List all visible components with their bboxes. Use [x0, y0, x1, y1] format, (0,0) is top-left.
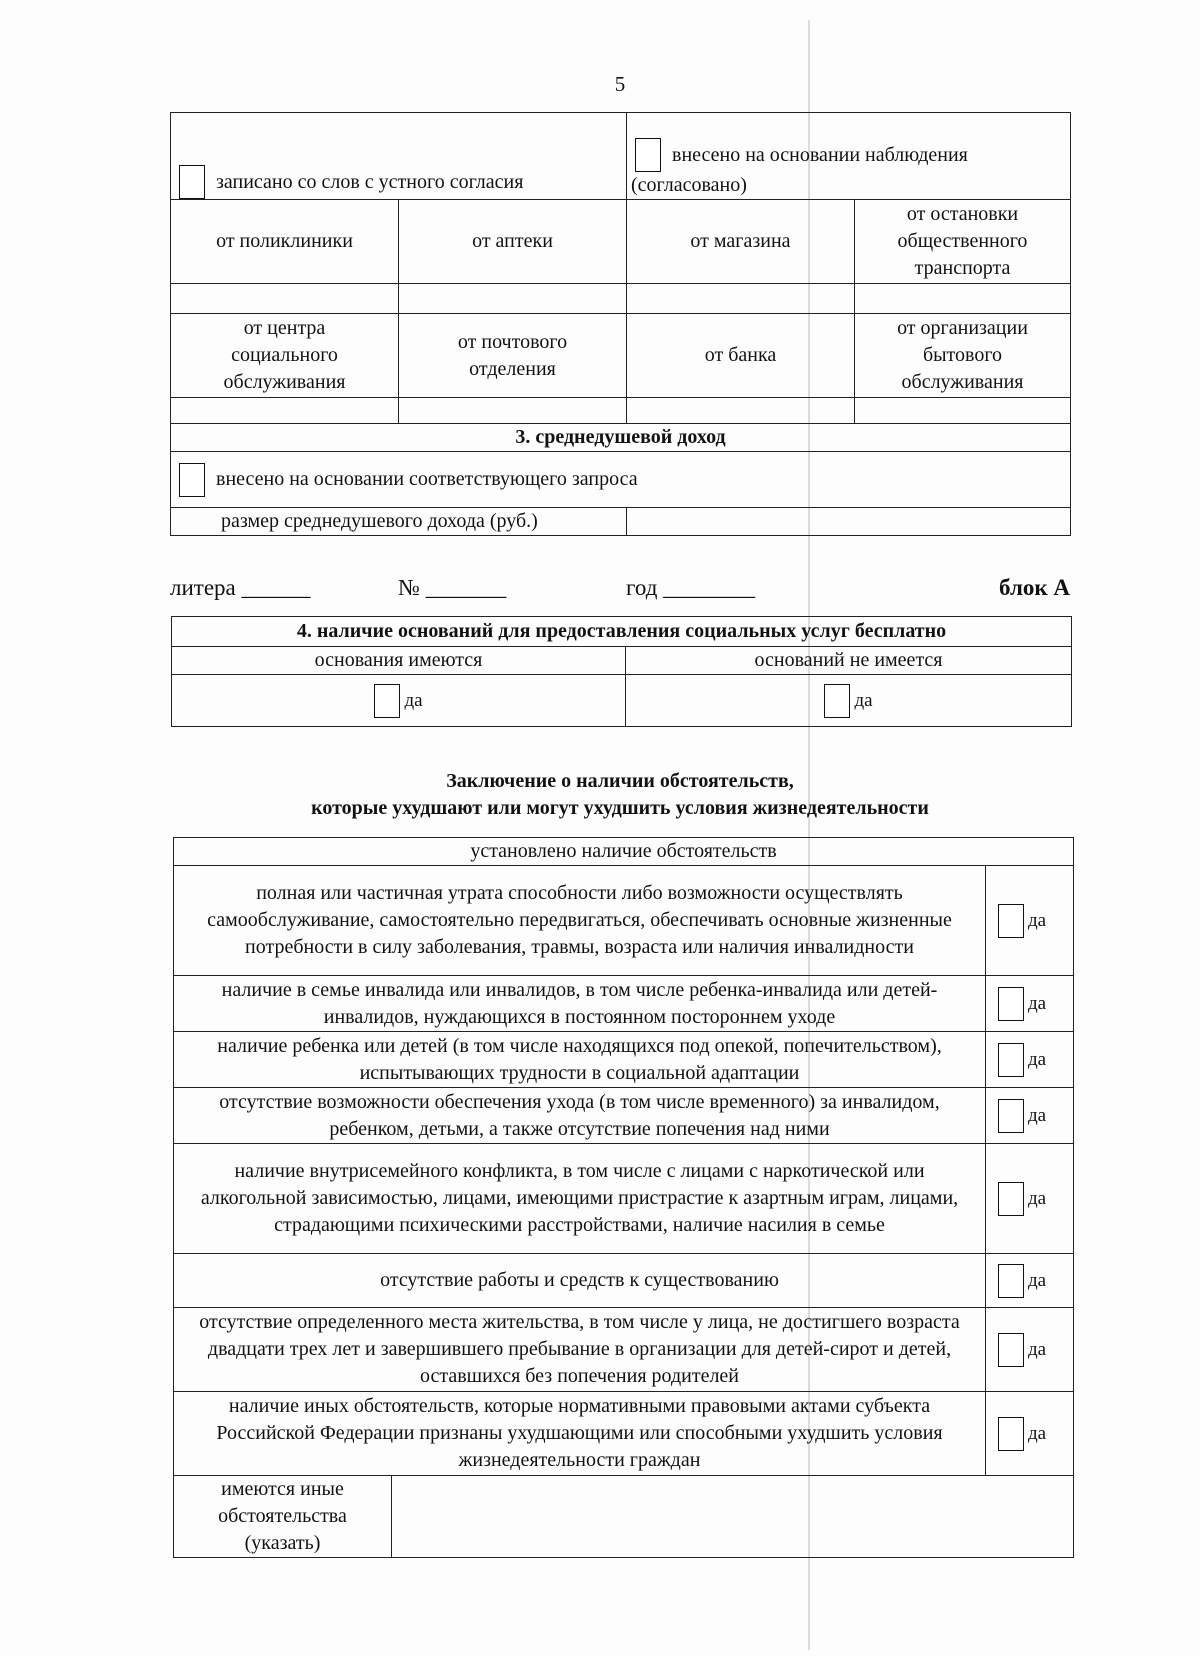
other-circumstances-field[interactable] — [392, 1476, 1074, 1558]
year-field[interactable]: год ________ — [626, 575, 756, 600]
verbal-consent-checkbox[interactable] — [179, 165, 205, 199]
circumstance-checkbox[interactable] — [998, 1182, 1024, 1216]
distance-value-cell[interactable] — [171, 284, 399, 314]
income-request-checkbox[interactable] — [179, 463, 205, 497]
have-checkbox[interactable] — [374, 684, 400, 718]
conclusion-heading — [170, 768, 1070, 822]
conclusion-title-line-2: которые ухудшают или могут ухудшить условия жизнедеятельности — [311, 797, 929, 819]
distance-label: от центра социального обслуживания — [171, 314, 399, 398]
income-request-label: внесено на основании соответствующего запроса — [216, 468, 638, 490]
yes-label: да — [854, 690, 873, 711]
litera-field[interactable]: литера ______ — [170, 575, 311, 600]
circumstance-text: отсутствие работы и средств к существованию — [174, 1254, 986, 1308]
block-label: блок А — [999, 575, 1070, 600]
circumstance-checkbox[interactable] — [998, 1264, 1024, 1298]
circumstance-checkbox[interactable] — [998, 1417, 1024, 1451]
not-have-cell — [626, 675, 1072, 727]
yes-label: да — [1028, 1423, 1047, 1444]
circumstance-checkbox[interactable] — [998, 1099, 1024, 1133]
circumstance-yes-cell — [986, 866, 1074, 976]
circumstance-checkbox[interactable] — [998, 987, 1024, 1021]
distance-label: от организации бытового обслуживания — [855, 314, 1071, 398]
circumstance-text: наличие в семье инвалида или инвалидов, в том числе ребенка-инвалида или детей-инвалидов, нуждающихся в постоянном постороннем уходе — [174, 976, 986, 1032]
yes-label: да — [1028, 910, 1047, 931]
verbal-consent-cell — [171, 113, 627, 200]
distance-label: от почтового отделения — [399, 314, 627, 398]
verbal-consent-label: записано со слов с устного согласия — [216, 170, 524, 193]
circumstance-yes-cell — [986, 1032, 1074, 1088]
number-field[interactable]: № _______ — [398, 575, 507, 600]
distance-value-cell[interactable] — [627, 398, 855, 424]
circumstance-text: наличие иных обстоятельств, которые нормативными правовыми актами субъекта Российской Федерации признаны ухудшающими или способными ухудшить условия жизнедеятельности граждан — [174, 1392, 986, 1476]
col-have-label: основания имеются — [172, 647, 626, 675]
observation-checkbox[interactable] — [635, 138, 661, 172]
distance-value-cell[interactable] — [855, 398, 1071, 424]
circumstance-checkbox[interactable] — [998, 1333, 1024, 1367]
circumstances-table — [173, 837, 1074, 1558]
observation-label-2: (согласовано) — [631, 174, 747, 196]
circumstance-text: отсутствие возможности обеспечения ухода (в том числе временного) за инвалидом, ребенком, детьми, а также отсутствие попечения над ними — [174, 1088, 986, 1144]
free-services-table — [171, 616, 1072, 727]
circumstance-text: наличие ребенка или детей (в том числе находящихся под опекой, попечительством), испытывающих трудности в социальной адаптации — [174, 1032, 986, 1088]
distance-value-cell[interactable] — [171, 398, 399, 424]
distance-label: от аптеки — [399, 200, 627, 284]
section-4-title: 4. наличие оснований для предоставления социальных услуг бесплатно — [172, 617, 1072, 647]
distance-label: от магазина — [627, 200, 855, 284]
other-circumstances-label: имеются иные обстоятельства (указать) — [174, 1476, 392, 1558]
observation-cell — [627, 113, 1071, 200]
distance-value-cell[interactable] — [627, 284, 855, 314]
distance-value-cell[interactable] — [399, 284, 627, 314]
circumstance-checkbox[interactable] — [998, 1043, 1024, 1077]
circumstance-checkbox[interactable] — [998, 904, 1024, 938]
distance-value-cell[interactable] — [399, 398, 627, 424]
have-cell — [172, 675, 626, 727]
yes-label: да — [1028, 1270, 1047, 1291]
income-size-value[interactable] — [627, 508, 1071, 536]
not-have-checkbox[interactable] — [824, 684, 850, 718]
yes-label: да — [1028, 1049, 1047, 1070]
distance-table — [170, 112, 1071, 536]
yes-label: да — [404, 690, 423, 711]
yes-label: да — [1028, 993, 1047, 1014]
circumstance-yes-cell — [986, 1088, 1074, 1144]
conclusion-title-line-1: Заключение о наличии обстоятельств, — [446, 770, 794, 792]
distance-label: от банка — [627, 314, 855, 398]
circumstance-text: полная или частичная утрата способности либо возможности осуществлять самообслуживание, самостоятельно передвигаться, обеспечивать основные жизненные потребности в силу заболевания, травмы, возраста или наличия инвалидности — [174, 866, 986, 976]
section-3-title: 3. среднедушевой доход — [171, 424, 1071, 452]
circumstance-yes-cell — [986, 1254, 1074, 1308]
yes-label: да — [1028, 1105, 1047, 1126]
circumstance-text: наличие внутрисемейного конфликта, в том числе с лицами с наркотической или алкогольной зависимостью, лицами, имеющими пристрастие к азартным играм, лицами, страдающими психическими расстройствами, наличие насилия в семье — [174, 1144, 986, 1254]
circumstance-text: отсутствие определенного места жительства, в том числе у лица, не достигшего возраста двадцати трех лет и завершившего пребывание в организации для детей-сирот и детей, оставшихся без попечения родителей — [174, 1308, 986, 1392]
circumstance-yes-cell — [986, 976, 1074, 1032]
col-not-have-label: оснований не имеется — [626, 647, 1072, 675]
circumstance-yes-cell — [986, 1144, 1074, 1254]
page-number: 5 — [614, 72, 626, 96]
circumstance-yes-cell — [986, 1392, 1074, 1476]
circumstances-header: установлено наличие обстоятельств — [174, 838, 1074, 866]
yes-label: да — [1028, 1339, 1047, 1360]
income-size-label: размер среднедушевого дохода (руб.) — [171, 508, 627, 536]
circumstance-yes-cell — [986, 1308, 1074, 1392]
yes-label: да — [1028, 1188, 1047, 1209]
observation-label: внесено на основании наблюдения — [672, 143, 968, 166]
distance-value-cell[interactable] — [855, 284, 1071, 314]
distance-label: от остановки общественного транспорта — [855, 200, 1071, 284]
income-request-cell — [171, 452, 1071, 508]
block-header — [170, 575, 1070, 609]
distance-label: от поликлиники — [171, 200, 399, 284]
